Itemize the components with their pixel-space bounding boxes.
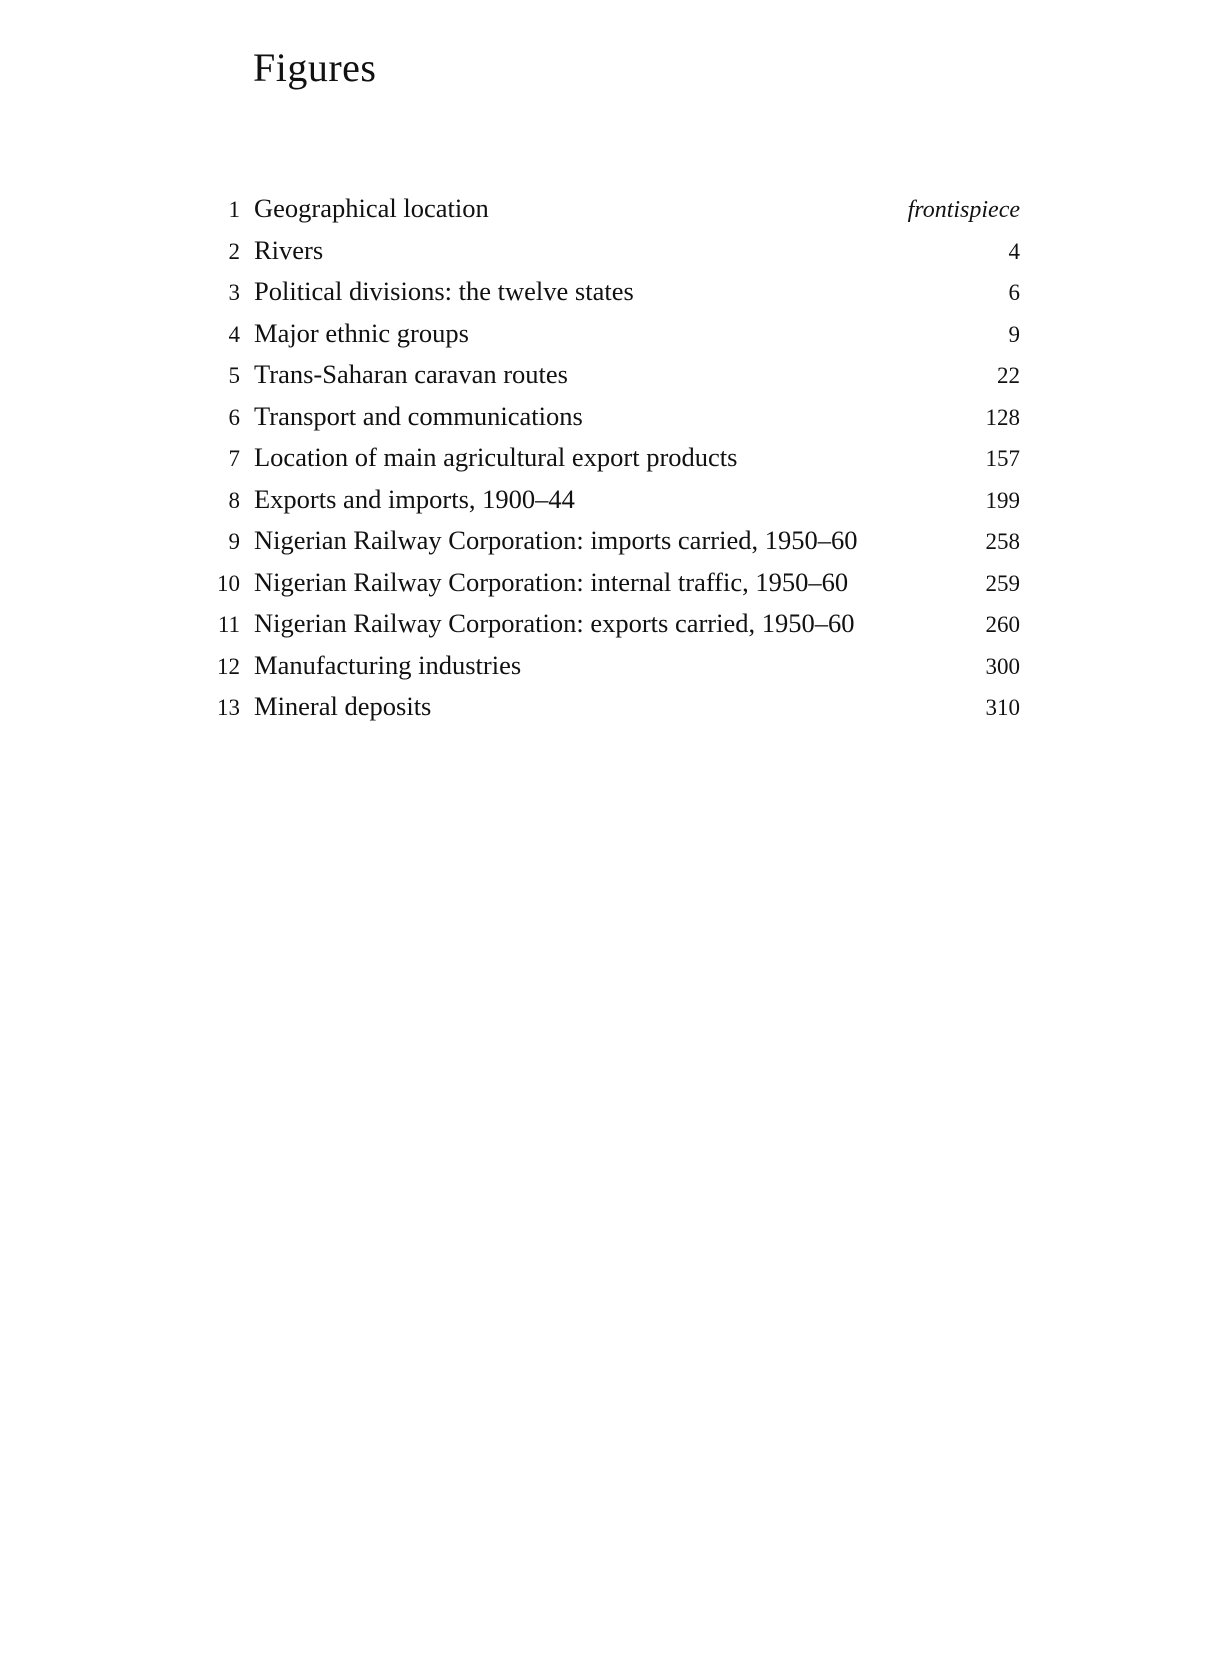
figure-number: 11	[217, 612, 240, 637]
figure-page: 157	[985, 446, 1020, 471]
figure-number: 4	[228, 321, 240, 347]
list-item	[198, 520, 1020, 562]
figure-page: 4	[1008, 238, 1020, 264]
figure-title: Rivers	[254, 234, 324, 265]
figure-page: 22	[997, 363, 1020, 388]
page-title: Figures	[253, 45, 377, 90]
figure-number: 2	[228, 238, 240, 264]
figure-number: 5	[228, 363, 240, 388]
list-item	[198, 354, 1020, 396]
figure-page: 6	[1008, 280, 1020, 305]
figure-title: Nigerian Railway Corporation: internal traffic, 1950–60	[254, 566, 849, 597]
list-item	[198, 603, 1020, 645]
figure-number: 10	[217, 570, 240, 596]
list-item	[198, 479, 1020, 521]
figure-page: 258	[985, 529, 1020, 554]
list-item	[198, 645, 1020, 687]
figure-list	[198, 188, 1020, 728]
figure-page: 300	[985, 653, 1020, 679]
figure-title: Nigerian Railway Corporation: imports carried, 1950–60	[254, 525, 858, 555]
list-item	[198, 313, 1020, 355]
figure-title: Transport and communications	[254, 400, 583, 431]
list-item	[198, 396, 1020, 438]
figure-number: 3	[228, 280, 240, 305]
figure-page: 128	[985, 404, 1020, 430]
figure-title: Location of main agricultural export products	[254, 442, 738, 472]
figure-number: 13	[217, 695, 240, 720]
figure-title: Manufacturing industries	[254, 649, 522, 680]
figure-page: frontispiece	[907, 197, 1020, 223]
figure-title: Trans-Saharan caravan routes	[254, 359, 568, 389]
figure-number: 1	[228, 197, 240, 222]
figure-page: 199	[985, 487, 1020, 513]
figure-title: Mineral deposits	[254, 691, 432, 721]
figure-number: 9	[228, 529, 240, 554]
list-item	[198, 562, 1020, 604]
figure-title: Geographical location	[254, 193, 489, 223]
figure-number: 7	[228, 446, 240, 471]
list-item	[198, 686, 1020, 728]
list-item	[198, 271, 1020, 313]
figure-number: 12	[217, 653, 240, 679]
figure-page: 9	[1008, 321, 1020, 347]
figure-number: 6	[228, 404, 240, 430]
list-item	[198, 437, 1020, 479]
figure-title: Political divisions: the twelve states	[254, 276, 634, 306]
figure-page: 310	[985, 695, 1020, 720]
list-item	[198, 188, 1020, 230]
figure-page: 259	[985, 570, 1020, 596]
figure-title: Major ethnic groups	[254, 317, 469, 348]
figure-page: 260	[985, 612, 1020, 637]
figure-title: Nigerian Railway Corporation: exports carried, 1950–60	[254, 608, 855, 638]
figure-number: 8	[228, 487, 240, 513]
figure-title: Exports and imports, 1900–44	[254, 483, 575, 514]
list-item	[198, 230, 1020, 272]
